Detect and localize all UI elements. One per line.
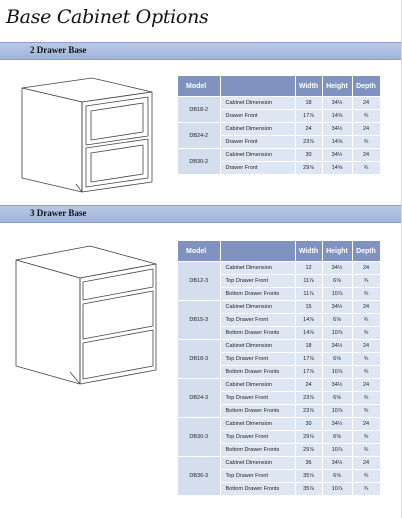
row-type: Bottom Drawer Fronts — [220, 444, 295, 457]
depth-cell: ¾ — [352, 483, 380, 496]
width-cell: 23⅞ — [295, 405, 322, 418]
depth-cell: ¾ — [352, 162, 380, 175]
width-cell: 18 — [295, 97, 322, 110]
page-title: Base Cabinet Options — [6, 6, 209, 28]
height-cell: 6⅝ — [322, 353, 352, 366]
two-drawer-cabinet-illustration — [10, 70, 170, 200]
height-cell: 34½ — [322, 457, 352, 470]
depth-cell: 24 — [352, 457, 380, 470]
width-cell: 17⅞ — [295, 110, 322, 123]
row-type: Top Drawer Front — [220, 275, 295, 288]
table-row — [178, 262, 380, 275]
table-header-row — [178, 241, 380, 262]
height-cell: 10⅞ — [322, 405, 352, 418]
width-cell: 35⅞ — [295, 483, 322, 496]
table-row — [178, 457, 380, 470]
height-cell: 34½ — [322, 97, 352, 110]
row-type: Cabinet Dimension — [220, 457, 295, 470]
row-type: Top Drawer Front — [220, 353, 295, 366]
row-type: Drawer Front — [220, 110, 295, 123]
depth-cell: ¾ — [352, 136, 380, 149]
width-cell: 29⅞ — [295, 162, 322, 175]
depth-cell: ¾ — [352, 366, 380, 379]
width-cell: 23⅞ — [295, 136, 322, 149]
depth-cell: ¾ — [352, 327, 380, 340]
depth-cell: ¾ — [352, 353, 380, 366]
height-cell: 34½ — [322, 418, 352, 431]
section-header-2-drawer — [0, 42, 402, 60]
col-model-header: Model — [178, 241, 220, 262]
depth-cell: 24 — [352, 379, 380, 392]
col-depth-header: Depth — [352, 241, 380, 262]
table-row — [178, 301, 380, 314]
row-type: Top Drawer Front — [220, 314, 295, 327]
depth-cell: ¾ — [352, 314, 380, 327]
row-type: Top Drawer Front — [220, 392, 295, 405]
row-type: Top Drawer Front — [220, 431, 295, 444]
row-type: Cabinet Dimension — [220, 149, 295, 162]
height-cell: 10⅞ — [322, 483, 352, 496]
col-type-header — [220, 76, 295, 97]
row-type: Bottom Drawer Fronts — [220, 327, 295, 340]
width-cell: 12 — [295, 262, 322, 275]
width-cell: 17⅞ — [295, 353, 322, 366]
width-cell: 30 — [295, 149, 322, 162]
depth-cell: 24 — [352, 262, 380, 275]
row-type: Cabinet Dimension — [220, 97, 295, 110]
height-cell: 10⅞ — [322, 288, 352, 301]
row-type: Drawer Front — [220, 162, 295, 175]
width-cell: 36 — [295, 457, 322, 470]
model-cell: DB15-3 — [178, 301, 220, 340]
row-type: Cabinet Dimension — [220, 123, 295, 136]
depth-cell: ¾ — [352, 110, 380, 123]
model-cell: DB24-2 — [178, 123, 220, 149]
height-cell: 14⅝ — [322, 162, 352, 175]
height-cell: 6⅝ — [322, 431, 352, 444]
depth-cell: ¾ — [352, 470, 380, 483]
width-cell: 24 — [295, 379, 322, 392]
depth-cell: ¾ — [352, 431, 380, 444]
width-cell: 14⅞ — [295, 314, 322, 327]
model-cell: DB18-2 — [178, 97, 220, 123]
height-cell: 10⅞ — [322, 444, 352, 457]
width-cell: 15 — [295, 301, 322, 314]
col-width-header: Width — [295, 241, 322, 262]
width-cell: 11⅞ — [295, 288, 322, 301]
height-cell: 34½ — [322, 301, 352, 314]
width-cell: 17⅞ — [295, 366, 322, 379]
height-cell: 6⅝ — [322, 470, 352, 483]
height-cell: 6⅝ — [322, 314, 352, 327]
row-type: Drawer Front — [220, 136, 295, 149]
height-cell: 34½ — [322, 379, 352, 392]
width-cell: 35⅞ — [295, 470, 322, 483]
col-height-header: Height — [322, 76, 352, 97]
width-cell: 29⅞ — [295, 431, 322, 444]
depth-cell: 24 — [352, 340, 380, 353]
model-cell: DB36-3 — [178, 457, 220, 496]
two-drawer-spec-table — [178, 76, 381, 175]
row-type: Bottom Drawer Fronts — [220, 366, 295, 379]
col-width-header: Width — [295, 76, 322, 97]
height-cell: 34½ — [322, 123, 352, 136]
row-type: Cabinet Dimension — [220, 418, 295, 431]
depth-cell: ¾ — [352, 275, 380, 288]
depth-cell: 24 — [352, 301, 380, 314]
height-cell: 34½ — [322, 149, 352, 162]
width-cell: 18 — [295, 340, 322, 353]
depth-cell: 24 — [352, 123, 380, 136]
width-cell: 14⅞ — [295, 327, 322, 340]
row-type: Bottom Drawer Fronts — [220, 288, 295, 301]
depth-cell: 24 — [352, 418, 380, 431]
row-type: Bottom Drawer Fronts — [220, 405, 295, 418]
width-cell: 11⅞ — [295, 275, 322, 288]
model-cell: DB30-3 — [178, 418, 220, 457]
row-type: Top Drawer Front — [220, 470, 295, 483]
width-cell: 30 — [295, 418, 322, 431]
depth-cell: ¾ — [352, 288, 380, 301]
table-row — [178, 149, 380, 162]
row-type: Cabinet Dimension — [220, 340, 295, 353]
table-row — [178, 340, 380, 353]
row-type: Cabinet Dimension — [220, 262, 295, 275]
row-type: Cabinet Dimension — [220, 301, 295, 314]
section-label: 2 Drawer Base — [30, 45, 87, 55]
three-drawer-cabinet-illustration — [10, 240, 170, 390]
model-cell: DB24-3 — [178, 379, 220, 418]
col-height-header: Height — [322, 241, 352, 262]
model-cell: DB18-3 — [178, 340, 220, 379]
width-cell: 23⅞ — [295, 392, 322, 405]
table-row — [178, 418, 380, 431]
three-drawer-spec-table — [178, 241, 381, 496]
depth-cell: ¾ — [352, 405, 380, 418]
height-cell: 34½ — [322, 340, 352, 353]
row-type: Bottom Drawer Fronts — [220, 483, 295, 496]
section-label: 3 Drawer Base — [30, 208, 87, 218]
height-cell: 10⅞ — [322, 327, 352, 340]
table-row — [178, 379, 380, 392]
depth-cell: ¾ — [352, 392, 380, 405]
col-type-header — [220, 241, 295, 262]
table-row — [178, 123, 380, 136]
model-cell: DB12-3 — [178, 262, 220, 301]
width-cell: 29⅞ — [295, 444, 322, 457]
row-type: Cabinet Dimension — [220, 379, 295, 392]
depth-cell: 24 — [352, 149, 380, 162]
model-cell: DB30-2 — [178, 149, 220, 175]
height-cell: 34½ — [322, 262, 352, 275]
height-cell: 6⅝ — [322, 392, 352, 405]
depth-cell: ¾ — [352, 444, 380, 457]
table-header-row — [178, 76, 380, 97]
depth-cell: 24 — [352, 97, 380, 110]
height-cell: 10⅞ — [322, 366, 352, 379]
col-depth-header: Depth — [352, 76, 380, 97]
height-cell: 6⅝ — [322, 275, 352, 288]
table-row — [178, 97, 380, 110]
height-cell: 14⅝ — [322, 110, 352, 123]
section-header-3-drawer — [0, 205, 402, 223]
height-cell: 14⅝ — [322, 136, 352, 149]
width-cell: 24 — [295, 123, 322, 136]
col-model-header: Model — [178, 76, 220, 97]
